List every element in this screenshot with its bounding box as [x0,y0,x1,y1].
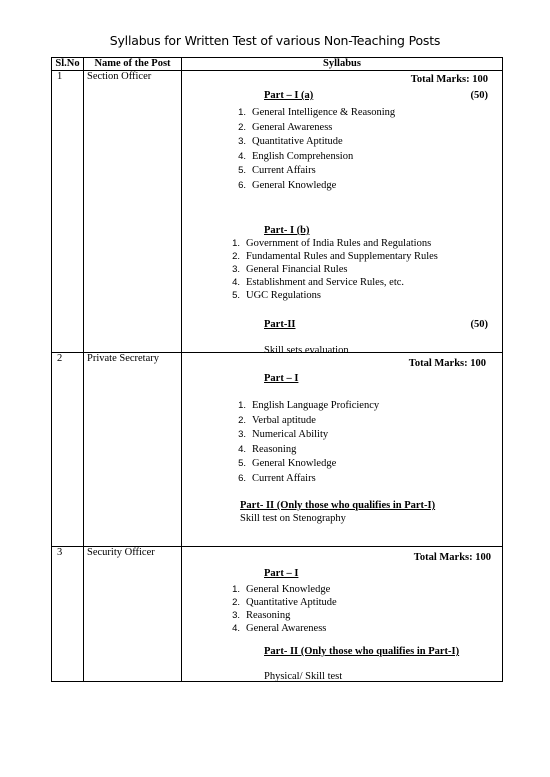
table-header-row [52,58,503,71]
header-post-name: Name of the Post [84,58,182,71]
part-heading: Part- I (b) [264,225,310,236]
row-post-name: Private Secretary [84,353,182,547]
page-title: Syllabus for Written Test of various Non-Teaching Posts [109,33,441,48]
row-sl-no: 1 [52,71,84,353]
topic-list [226,237,438,302]
list-item: 5. General Knowledge [238,458,337,469]
list-item: 4. English Comprehension [238,150,354,162]
list-item: 5. UGC Regulations [232,290,321,301]
list-item: 1. English Language Proficiency [238,400,380,411]
part-marks: (50) [470,90,488,101]
list-item: 1. General Knowledge [232,584,331,595]
part-text: Skill test on Stenography [240,513,346,524]
list-item: 6. Current Affairs [238,472,316,484]
header-syllabus: Syllabus [182,58,503,71]
list-item: 4. Reasoning [238,443,297,455]
table-row [52,353,503,547]
syllabus-table [51,57,503,682]
list-item: 4. Establishment and Service Rules, etc. [232,277,405,288]
list-item: 4. General Awareness [232,623,327,634]
list-item: 5. Current Affairs [238,165,316,177]
part-heading: Part- II (Only those who qualifies in Part-I) [264,646,460,657]
row-syllabus [182,353,503,547]
table-row [52,71,503,353]
list-item: 1. General Intelligence & Reasoning [238,107,396,118]
list-item: 2. Fundamental Rules and Supplementary Rules [232,251,438,262]
part-heading: Part – I (a) [264,90,314,101]
list-item: 1. Government of India Rules and Regulations [232,238,432,249]
topic-list [226,583,337,635]
topic-list [232,399,379,486]
list-item: 6. General Knowledge [238,179,337,191]
part-heading: Part – I [264,568,299,579]
topic-list [232,106,395,194]
header-sl-no: Sl.No [52,58,84,71]
list-item: 3. Numerical Ability [238,429,329,440]
row-syllabus [182,71,503,356]
total-marks: Total Marks: 100 [410,74,488,85]
part-text: Skill sets evaluation [264,345,349,356]
row-syllabus [182,547,503,682]
list-item: 2. Quantitative Aptitude [232,597,337,608]
list-item: 2. General Awareness [238,121,333,133]
list-item: 2. Verbal aptitude [238,414,316,426]
list-item: 3. General Financial Rules [232,264,348,275]
list-item: 3. Quantitative Aptitude [238,136,343,148]
part-marks: (50) [470,319,488,330]
total-marks: Total Marks: 100 [408,358,486,369]
row-sl-no: 2 [52,353,84,547]
total-marks: Total Marks: 100 [413,552,491,563]
part-text: Physical/ Skill test [264,671,343,682]
part-heading: Part-II [264,319,296,330]
row-sl-no: 3 [52,547,84,682]
row-post-name: Section Officer [84,71,182,353]
table-row [52,547,503,682]
part-heading: Part- II (Only those who qualifies in Part-I) [240,500,436,511]
row-post-name: Security Officer [84,547,182,682]
list-item: 3. Reasoning [232,610,291,621]
part-heading: Part – I [264,373,299,384]
